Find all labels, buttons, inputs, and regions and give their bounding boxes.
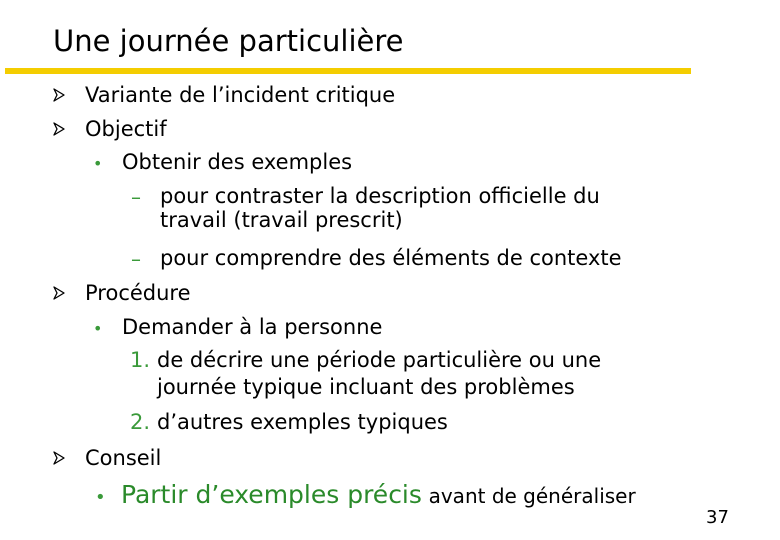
arrow-bullet-icon bbox=[52, 451, 66, 465]
dot-bullet-icon: • bbox=[95, 487, 106, 508]
slide-title: Une journée particulière bbox=[53, 24, 404, 58]
number-2: 2. bbox=[130, 410, 151, 434]
bullet-contraster-line1: pour contraster la description officielle du bbox=[160, 184, 600, 208]
bullet-conseil: Conseil bbox=[85, 446, 162, 470]
arrow-bullet-icon bbox=[52, 286, 66, 300]
bullet-decrire-line2: journée typique incluant des problèmes bbox=[157, 375, 575, 399]
partir-emphasis: Partir d’exemples précis bbox=[121, 480, 422, 509]
dot-bullet-icon: • bbox=[93, 319, 103, 338]
bullet-comprendre: pour comprendre des éléments de contexte bbox=[160, 246, 622, 270]
bullet-decrire-line1: de décrire une période particulière ou une bbox=[157, 348, 602, 372]
arrow-bullet-icon bbox=[52, 88, 66, 102]
bullet-contraster-line2: travail (travail prescrit) bbox=[160, 208, 403, 232]
bullet-obtenir: Obtenir des exemples bbox=[122, 150, 353, 174]
bullet-objectif: Objectif bbox=[85, 117, 167, 141]
arrow-bullet-icon bbox=[52, 122, 66, 136]
dash-bullet-icon: – bbox=[131, 185, 141, 209]
bullet-procedure: Procédure bbox=[85, 281, 191, 305]
dash-bullet-icon: – bbox=[131, 247, 141, 271]
bullet-autres: d’autres exemples typiques bbox=[157, 410, 448, 434]
bullet-demander: Demander à la personne bbox=[122, 315, 383, 339]
dot-bullet-icon: • bbox=[93, 154, 103, 173]
partir-rest: avant de généraliser bbox=[428, 484, 636, 508]
bullet-partir bbox=[121, 482, 636, 507]
bullet-variante: Variante de l’incident critique bbox=[85, 83, 396, 107]
title-underline bbox=[5, 68, 691, 74]
page-number: 37 bbox=[706, 507, 729, 528]
number-1: 1. bbox=[130, 348, 151, 372]
